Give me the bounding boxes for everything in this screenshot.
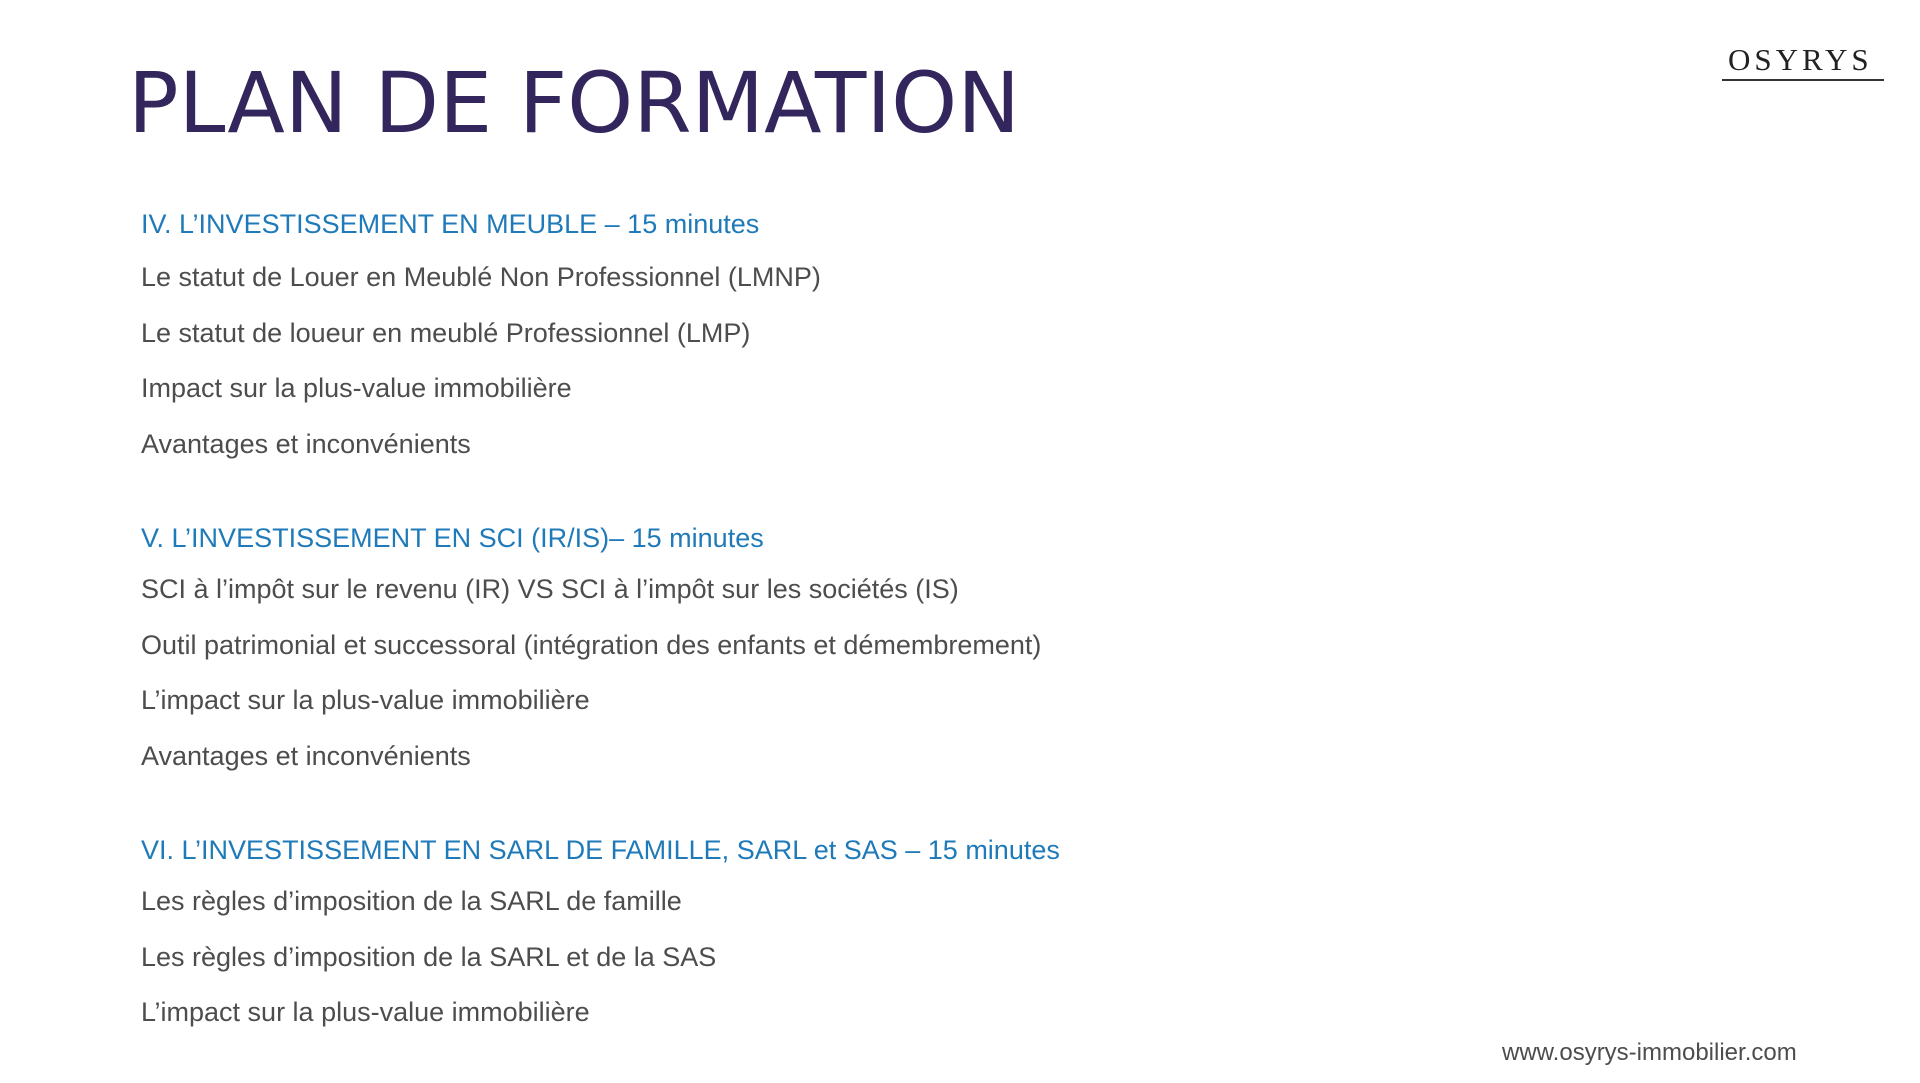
list-item: Les règles d’imposition de la SARL de famille xyxy=(141,886,682,916)
list-item: Outil patrimonial et successoral (intégration des enfants et démembrement) xyxy=(141,629,1042,660)
training-plan-content xyxy=(141,200,1541,1083)
list-item: SCI à l’impôt sur le revenu (IR) VS SCI à l’impôt sur les sociétés (IS) xyxy=(141,574,959,604)
list-item: Avantages et inconvénients xyxy=(141,740,471,771)
section-meuble xyxy=(141,200,1541,472)
list-item: Les règles d’imposition de la SARL et de la SAS xyxy=(141,941,717,972)
section-heading: IV. L’INVESTISSEMENT EN MEUBLE – 15 minutes xyxy=(141,209,760,239)
logo-wordmark: OSYRYS xyxy=(1728,42,1873,77)
list-item: L’impact sur la plus-value immobilière xyxy=(141,685,590,715)
list-item: L’impact sur la plus-value immobilière xyxy=(141,997,590,1027)
list-item: Avantages et inconvénients xyxy=(141,428,471,459)
section-sarl-sas xyxy=(141,826,1541,1041)
website-url: www.osyrys-immobilier.com xyxy=(1502,1039,1797,1066)
section-heading: VI. L’INVESTISSEMENT EN SARL DE FAMILLE, SARL et SAS – 15 minutes xyxy=(141,835,1060,865)
logo-underline xyxy=(1722,79,1884,81)
section-sci xyxy=(141,514,1541,784)
page-title: PLAN DE FORMATION xyxy=(128,54,1021,152)
list-item: Le statut de loueur en meublé Professionnel (LMP) xyxy=(141,317,751,348)
osyrys-logo xyxy=(1722,40,1884,82)
list-item: Le statut de Louer en Meublé Non Professionnel (LMNP) xyxy=(141,262,821,292)
list-item: Impact sur la plus-value immobilière xyxy=(141,373,572,403)
section-heading: V. L’INVESTISSEMENT EN SCI (IR/IS)– 15 minutes xyxy=(141,523,764,553)
